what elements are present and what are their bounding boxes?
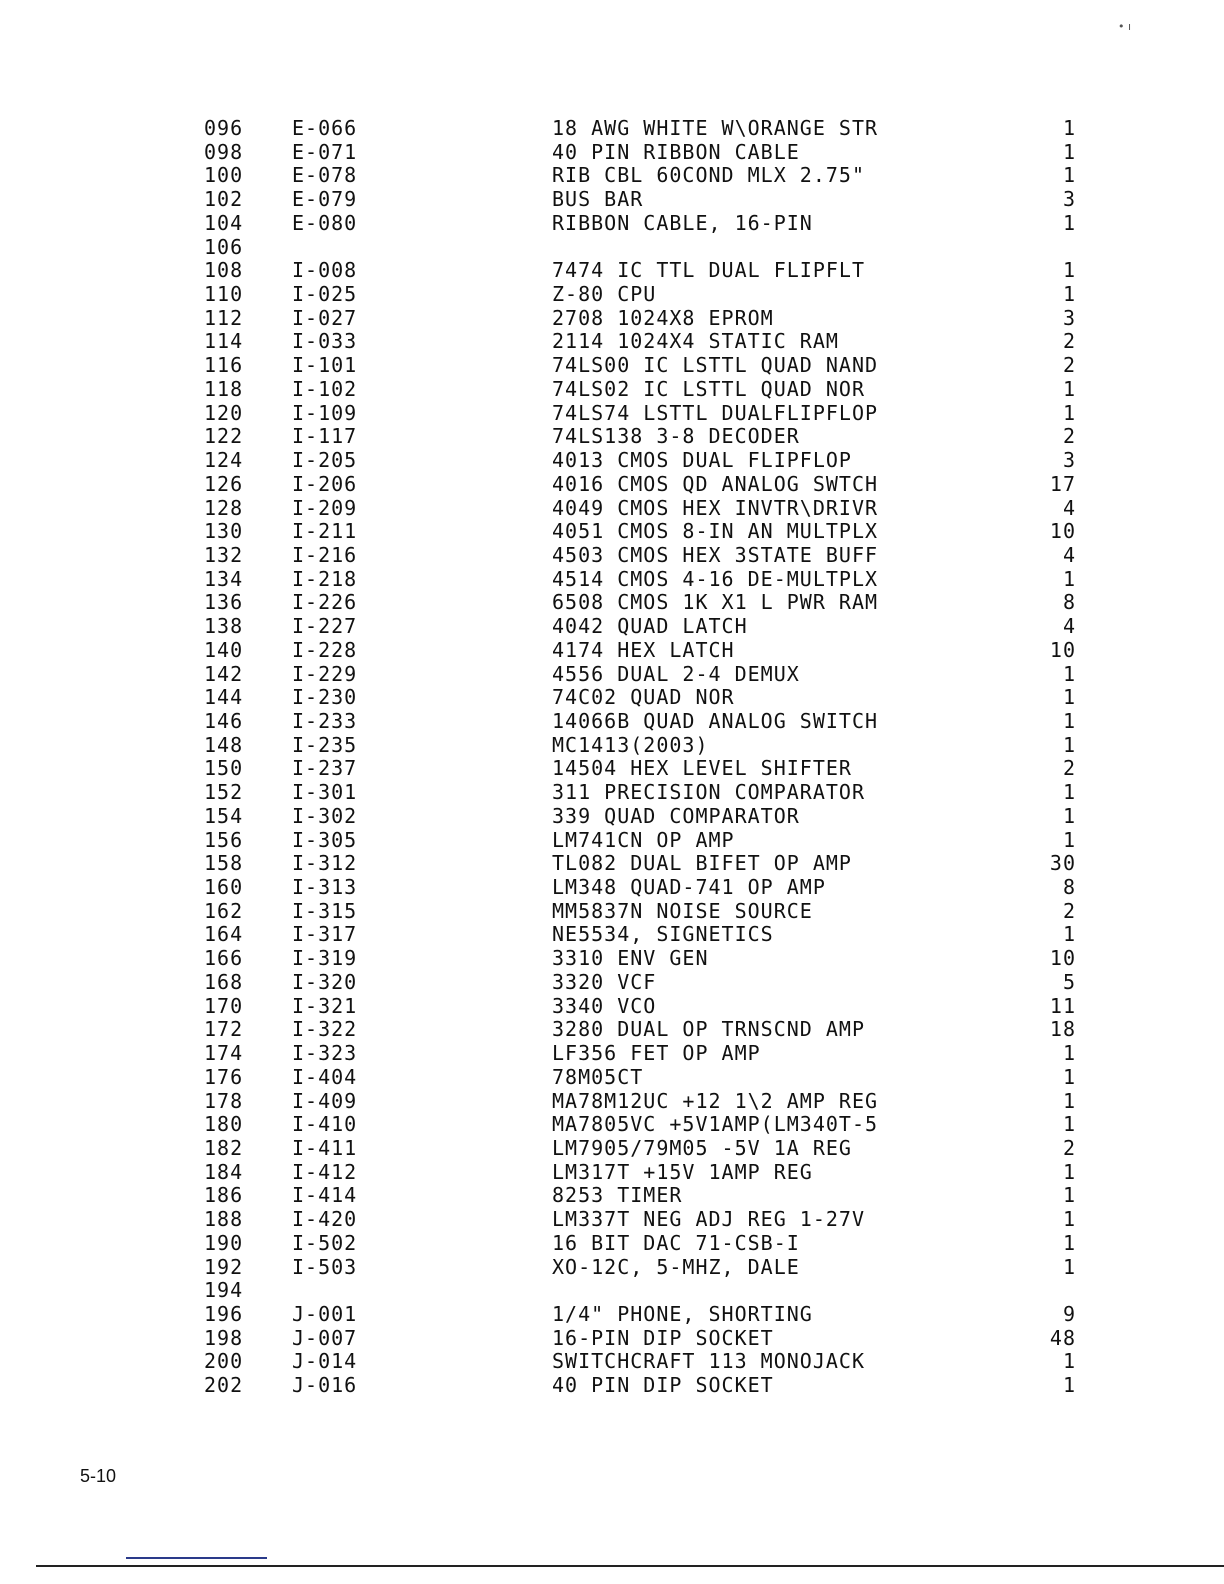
- part-number: I-102: [292, 376, 358, 401]
- footer-rule: [36, 1565, 1224, 1567]
- quantity: 1: [1062, 661, 1076, 686]
- quantity: 3: [1062, 305, 1076, 330]
- part-number: I-033: [292, 329, 358, 354]
- part-number: I-315: [292, 898, 358, 923]
- table-row: [0, 377, 1224, 401]
- description: LF356 FET OP AMP: [552, 1041, 761, 1066]
- line-number: 194: [204, 1278, 244, 1303]
- description: MA7805VC +5V1AMP(LM340T-5: [552, 1112, 879, 1137]
- quantity: 1: [1062, 282, 1076, 307]
- table-row: [0, 258, 1224, 282]
- table-row: [0, 1160, 1224, 1184]
- footer-accent-rule: [126, 1557, 267, 1559]
- description: 14066B QUAD ANALOG SWITCH: [552, 709, 879, 733]
- line-number: 200: [204, 1349, 244, 1374]
- line-number: 132: [204, 542, 244, 567]
- part-number: I-323: [292, 1041, 358, 1066]
- table-row: [0, 638, 1224, 662]
- line-number: 106: [204, 234, 244, 259]
- line-number: 154: [204, 803, 244, 828]
- table-row: [0, 899, 1224, 923]
- part-number: I-206: [292, 471, 358, 496]
- line-number: 120: [204, 400, 244, 425]
- part-number: I-414: [292, 1183, 358, 1208]
- line-number: 146: [204, 709, 244, 733]
- part-number: I-317: [292, 922, 358, 947]
- description: 2708 1024X8 EPROM: [552, 305, 774, 330]
- part-number: E-071: [292, 139, 358, 164]
- quantity: 2: [1062, 329, 1076, 354]
- quantity: 1: [1062, 163, 1076, 188]
- line-number: 186: [204, 1183, 244, 1208]
- line-number: 134: [204, 566, 244, 591]
- description: LM337T NEG ADJ REG 1-27V: [552, 1207, 865, 1232]
- line-number: 116: [204, 353, 244, 378]
- description: 311 PRECISION COMPARATOR: [552, 780, 865, 805]
- quantity: 1: [1062, 1207, 1076, 1232]
- table-row: [0, 1302, 1224, 1326]
- description: 4503 CMOS HEX 3STATE BUFF: [552, 542, 879, 567]
- description: NE5534, SIGNETICS: [552, 922, 774, 947]
- description: 339 QUAD COMPARATOR: [552, 803, 800, 828]
- part-number: I-209: [292, 495, 358, 520]
- table-row: [0, 780, 1224, 804]
- table-row: [0, 709, 1224, 733]
- description: 4514 CMOS 4-16 DE-MULTPLX: [552, 566, 879, 591]
- quantity: 10: [1049, 637, 1076, 662]
- part-number: I-233: [292, 709, 358, 733]
- table-row: [0, 922, 1224, 946]
- description: XO-12C, 5-MHZ, DALE: [552, 1254, 800, 1279]
- description: Z-80 CPU: [552, 282, 657, 307]
- line-number: 178: [204, 1088, 244, 1113]
- line-number: 126: [204, 471, 244, 496]
- part-number: I-228: [292, 637, 358, 662]
- part-number: I-216: [292, 542, 358, 567]
- line-number: 164: [204, 922, 244, 947]
- line-number: 156: [204, 827, 244, 852]
- part-number: E-066: [292, 116, 358, 140]
- table-row: [0, 187, 1224, 211]
- quantity: 18: [1049, 1017, 1076, 1042]
- quantity: 1: [1062, 139, 1076, 164]
- table-row: [0, 1065, 1224, 1089]
- line-number: 102: [204, 187, 244, 212]
- line-number: 162: [204, 898, 244, 923]
- description: 4051 CMOS 8-IN AN MULTPLX: [552, 519, 879, 544]
- quantity: 3: [1062, 187, 1076, 212]
- quantity: 17: [1049, 471, 1076, 496]
- quantity: 5: [1062, 969, 1076, 994]
- description: 18 AWG WHITE W\ORANGE STR: [552, 116, 879, 140]
- table-row: [0, 235, 1224, 259]
- quantity: 11: [1049, 993, 1076, 1018]
- line-number: 150: [204, 756, 244, 781]
- part-number: I-230: [292, 685, 358, 710]
- line-number: 184: [204, 1159, 244, 1184]
- part-number: I-322: [292, 1017, 358, 1042]
- part-number: I-313: [292, 875, 358, 900]
- description: 4016 CMOS QD ANALOG SWTCH: [552, 471, 879, 496]
- part-number: I-235: [292, 732, 358, 757]
- description: 74C02 QUAD NOR: [552, 685, 735, 710]
- quantity: 4: [1062, 614, 1076, 639]
- table-row: [0, 1349, 1224, 1373]
- part-number: I-412: [292, 1159, 358, 1184]
- line-number: 144: [204, 685, 244, 710]
- description: LM741CN OP AMP: [552, 827, 735, 852]
- table-row: [0, 756, 1224, 780]
- line-number: 136: [204, 590, 244, 615]
- description: 40 PIN DIP SOCKET: [552, 1373, 774, 1398]
- quantity: 1: [1062, 1159, 1076, 1184]
- quantity: 1: [1062, 376, 1076, 401]
- description: 4174 HEX LATCH: [552, 637, 735, 662]
- part-number: I-025: [292, 282, 358, 307]
- part-number: E-078: [292, 163, 358, 188]
- part-number: I-227: [292, 614, 358, 639]
- line-number: 182: [204, 1135, 244, 1160]
- part-number: I-404: [292, 1064, 358, 1089]
- quantity: 1: [1062, 1088, 1076, 1113]
- description: LM348 QUAD-741 OP AMP: [552, 875, 826, 900]
- quantity: 1: [1062, 1230, 1076, 1255]
- table-row: [0, 970, 1224, 994]
- line-number: 122: [204, 424, 244, 449]
- part-number: I-503: [292, 1254, 358, 1279]
- table-row: [0, 567, 1224, 591]
- part-number: I-218: [292, 566, 358, 591]
- quantity: 4: [1062, 542, 1076, 567]
- part-number: I-302: [292, 803, 358, 828]
- table-row: [0, 543, 1224, 567]
- quantity: 1: [1062, 1349, 1076, 1374]
- part-number: I-409: [292, 1088, 358, 1113]
- description: 74LS00 IC LSTTL QUAD NAND: [552, 353, 879, 378]
- description: RIBBON CABLE, 16-PIN: [552, 210, 813, 235]
- line-number: 100: [204, 163, 244, 188]
- quantity: 1: [1062, 709, 1076, 733]
- table-row: [0, 306, 1224, 330]
- part-number: I-320: [292, 969, 358, 994]
- table-row: [0, 614, 1224, 638]
- part-number: I-411: [292, 1135, 358, 1160]
- part-number: E-080: [292, 210, 358, 235]
- description: 3340 VCO: [552, 993, 657, 1018]
- quantity: 1: [1062, 685, 1076, 710]
- description: 16 BIT DAC 71-CSB-I: [552, 1230, 800, 1255]
- table-row: [0, 116, 1224, 140]
- table-row: [0, 1278, 1224, 1302]
- description: 6508 CMOS 1K X1 L PWR RAM: [552, 590, 879, 615]
- table-row: [0, 1041, 1224, 1065]
- table-row: [0, 1373, 1224, 1397]
- description: 2114 1024X4 STATIC RAM: [552, 329, 839, 354]
- line-number: 112: [204, 305, 244, 330]
- quantity: 2: [1062, 898, 1076, 923]
- quantity: 2: [1062, 424, 1076, 449]
- line-number: 148: [204, 732, 244, 757]
- quantity: 48: [1049, 1325, 1076, 1350]
- description: MC1413(2003): [552, 732, 709, 757]
- quantity: 1: [1062, 803, 1076, 828]
- description: LM7905/79M05 -5V 1A REG: [552, 1135, 852, 1160]
- description: 74LS138 3-8 DECODER: [552, 424, 800, 449]
- part-number: J-016: [292, 1373, 358, 1398]
- part-number: I-101: [292, 353, 358, 378]
- table-row: [0, 1089, 1224, 1113]
- part-number: J-014: [292, 1349, 358, 1374]
- table-row: [0, 685, 1224, 709]
- quantity: 10: [1049, 946, 1076, 971]
- line-number: 124: [204, 448, 244, 473]
- part-number: E-079: [292, 187, 358, 212]
- quantity: 4: [1062, 495, 1076, 520]
- table-row: [0, 140, 1224, 164]
- table-row: [0, 994, 1224, 1018]
- part-number: I-305: [292, 827, 358, 852]
- table-row: [0, 353, 1224, 377]
- quantity: 1: [1062, 1373, 1076, 1398]
- table-row: [0, 662, 1224, 686]
- line-number: 172: [204, 1017, 244, 1042]
- line-number: 198: [204, 1325, 244, 1350]
- page-number: 5-10: [80, 1466, 117, 1486]
- quantity: 10: [1049, 519, 1076, 544]
- part-number: I-237: [292, 756, 358, 781]
- quantity: 30: [1049, 851, 1076, 876]
- part-number: I-319: [292, 946, 358, 971]
- line-number: 176: [204, 1064, 244, 1089]
- table-row: [0, 804, 1224, 828]
- line-number: 104: [204, 210, 244, 235]
- table-row: [0, 1255, 1224, 1279]
- description: 14504 HEX LEVEL SHIFTER: [552, 756, 852, 781]
- part-number: I-205: [292, 448, 358, 473]
- line-number: 158: [204, 851, 244, 876]
- quantity: 1: [1062, 1183, 1076, 1208]
- description: 74LS02 IC LSTTL QUAD NOR: [552, 376, 865, 401]
- line-number: 140: [204, 637, 244, 662]
- table-row: [0, 211, 1224, 235]
- line-number: 114: [204, 329, 244, 354]
- quantity: 1: [1062, 1064, 1076, 1089]
- table-row: [0, 1017, 1224, 1041]
- quantity: 8: [1062, 875, 1076, 900]
- line-number: 166: [204, 946, 244, 971]
- line-number: 168: [204, 969, 244, 994]
- quantity: 2: [1062, 353, 1076, 378]
- description: TL082 DUAL BIFET OP AMP: [552, 851, 852, 876]
- table-row: [0, 946, 1224, 970]
- table-row: [0, 472, 1224, 496]
- line-number: 118: [204, 376, 244, 401]
- line-number: 130: [204, 519, 244, 544]
- table-row: [0, 163, 1224, 187]
- table-row: [0, 1183, 1224, 1207]
- quantity: 1: [1062, 566, 1076, 591]
- part-number: I-109: [292, 400, 358, 425]
- part-number: I-502: [292, 1230, 358, 1255]
- description: 40 PIN RIBBON CABLE: [552, 139, 800, 164]
- description: 3280 DUAL OP TRNSCND AMP: [552, 1017, 865, 1042]
- description: BUS BAR: [552, 187, 644, 212]
- line-number: 110: [204, 282, 244, 307]
- line-number: 142: [204, 661, 244, 686]
- part-number: I-226: [292, 590, 358, 615]
- line-number: 160: [204, 875, 244, 900]
- description: RIB CBL 60COND MLX 2.75": [552, 163, 865, 188]
- line-number: 152: [204, 780, 244, 805]
- quantity: 1: [1062, 827, 1076, 852]
- table-row: [0, 424, 1224, 448]
- table-row: [0, 329, 1224, 353]
- part-number: I-410: [292, 1112, 358, 1137]
- table-row: [0, 282, 1224, 306]
- line-number: 170: [204, 993, 244, 1018]
- line-number: 098: [204, 139, 244, 164]
- description: MM5837N NOISE SOURCE: [552, 898, 813, 923]
- quantity: 2: [1062, 1135, 1076, 1160]
- part-number: I-027: [292, 305, 358, 330]
- description: 3310 ENV GEN: [552, 946, 709, 971]
- line-number: 174: [204, 1041, 244, 1066]
- description: 7474 IC TTL DUAL FLIPFLT: [552, 258, 865, 283]
- quantity: 1: [1062, 1112, 1076, 1137]
- line-number: 138: [204, 614, 244, 639]
- table-row: [0, 496, 1224, 520]
- line-number: 180: [204, 1112, 244, 1137]
- line-number: 188: [204, 1207, 244, 1232]
- table-row: [0, 448, 1224, 472]
- table-row: [0, 1231, 1224, 1255]
- part-number: I-008: [292, 258, 358, 283]
- description: SWITCHCRAFT 113 MONOJACK: [552, 1349, 865, 1374]
- description: LM317T +15V 1AMP REG: [552, 1159, 813, 1184]
- description: 1/4" PHONE, SHORTING: [552, 1302, 813, 1326]
- line-number: 190: [204, 1230, 244, 1255]
- line-number: 196: [204, 1302, 244, 1326]
- table-row: [0, 1112, 1224, 1136]
- quantity: 1: [1062, 210, 1076, 235]
- part-number: J-001: [292, 1302, 358, 1326]
- line-number: 108: [204, 258, 244, 283]
- quantity: 1: [1062, 922, 1076, 947]
- quantity: 8: [1062, 590, 1076, 615]
- scan-mark: • ı: [1118, 20, 1132, 33]
- table-row: [0, 1207, 1224, 1231]
- table-row: [0, 590, 1224, 614]
- line-number: 202: [204, 1373, 244, 1398]
- quantity: 1: [1062, 258, 1076, 283]
- part-number: I-420: [292, 1207, 358, 1232]
- description: 8253 TIMER: [552, 1183, 683, 1208]
- part-number: I-312: [292, 851, 358, 876]
- table-row: [0, 828, 1224, 852]
- quantity: 1: [1062, 732, 1076, 757]
- description: 16-PIN DIP SOCKET: [552, 1325, 774, 1350]
- line-number: 192: [204, 1254, 244, 1279]
- description: 74LS74 LSTTL DUALFLIPFLOP: [552, 400, 879, 425]
- quantity: 2: [1062, 756, 1076, 781]
- description: 3320 VCF: [552, 969, 657, 994]
- description: 4042 QUAD LATCH: [552, 614, 748, 639]
- quantity: 1: [1062, 780, 1076, 805]
- description: 4013 CMOS DUAL FLIPFLOP: [552, 448, 852, 473]
- part-number: I-211: [292, 519, 358, 544]
- part-number: J-007: [292, 1325, 358, 1350]
- line-number: 096: [204, 116, 244, 140]
- table-row: [0, 1136, 1224, 1160]
- description: 78M05CT: [552, 1064, 644, 1089]
- table-row: [0, 401, 1224, 425]
- quantity: 1: [1062, 1041, 1076, 1066]
- part-number: I-321: [292, 993, 358, 1018]
- quantity: 1: [1062, 116, 1076, 140]
- description: 4556 DUAL 2-4 DEMUX: [552, 661, 800, 686]
- table-row: [0, 1326, 1224, 1350]
- table-row: [0, 851, 1224, 875]
- table-row: [0, 519, 1224, 543]
- description: 4049 CMOS HEX INVTR\DRIVR: [552, 495, 879, 520]
- line-number: 128: [204, 495, 244, 520]
- part-number: I-301: [292, 780, 358, 805]
- quantity: 1: [1062, 1254, 1076, 1279]
- part-number: I-229: [292, 661, 358, 686]
- quantity: 3: [1062, 448, 1076, 473]
- quantity: 9: [1062, 1302, 1076, 1326]
- part-number: I-117: [292, 424, 358, 449]
- table-row: [0, 733, 1224, 757]
- quantity: 1: [1062, 400, 1076, 425]
- description: MA78M12UC +12 1\2 AMP REG: [552, 1088, 879, 1113]
- table-row: [0, 875, 1224, 899]
